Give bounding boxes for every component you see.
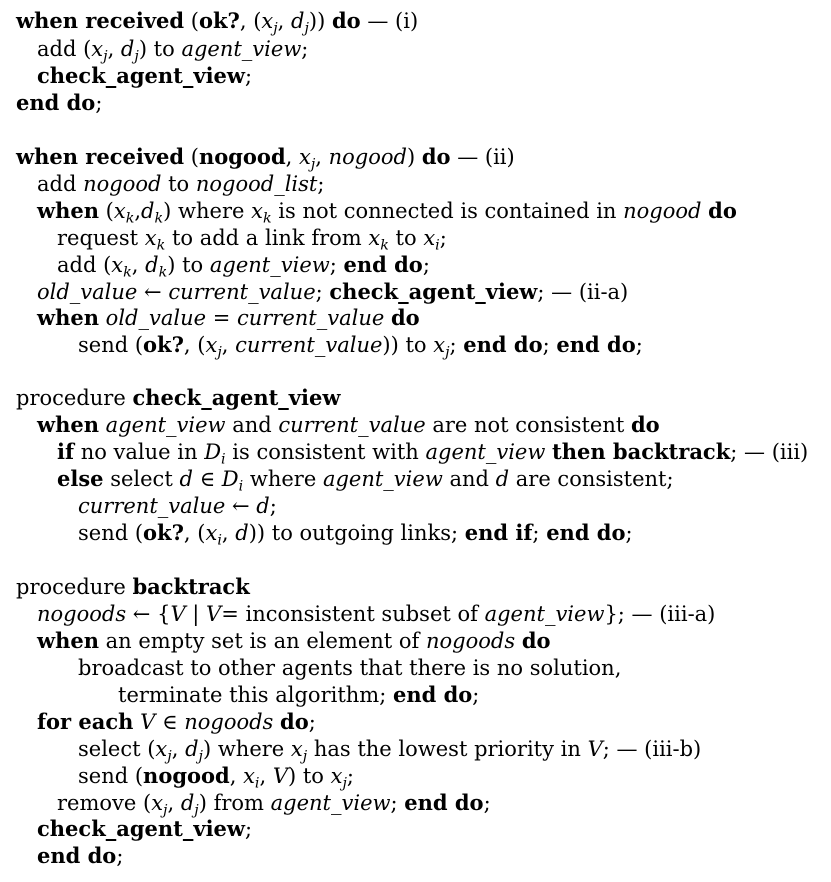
code-line <box>78 332 643 366</box>
code-text: )) <box>308 9 332 33</box>
code-text: ; <box>422 253 430 277</box>
code-text: are consistent; <box>509 467 674 491</box>
keyword: when received <box>16 8 185 33</box>
keyword: backtrack <box>132 574 250 599</box>
subscript: i <box>254 775 260 792</box>
code-line <box>78 520 633 554</box>
variable: x <box>144 226 157 250</box>
subscript: k <box>156 237 166 254</box>
subscript: i <box>217 532 222 549</box>
variable: old_value <box>105 306 207 330</box>
keyword: end do <box>404 790 484 815</box>
code-line <box>78 655 621 681</box>
variable: x <box>113 199 126 223</box>
code-line <box>78 493 277 519</box>
code-text: ) to <box>138 37 182 61</box>
keyword: do <box>631 412 660 437</box>
keyword: end do <box>343 252 423 277</box>
keyword: else <box>57 466 104 491</box>
variable: x <box>368 226 381 250</box>
code-text: , <box>134 199 142 223</box>
code-text: , <box>167 791 181 815</box>
keyword: when <box>37 412 99 437</box>
subscript: k <box>125 210 135 227</box>
variable: V <box>206 602 222 626</box>
subscript: j <box>342 775 347 792</box>
code-text: request <box>57 226 145 250</box>
variable: D <box>204 440 222 464</box>
code-text: and <box>225 413 279 437</box>
variable: nogoods <box>37 602 127 626</box>
variable: x <box>290 737 303 761</box>
keyword: end do <box>16 90 96 115</box>
code-text: is not connected is contained in <box>271 199 624 223</box>
variable: current_value <box>168 280 316 304</box>
subscript: k <box>380 237 389 254</box>
keyword: do <box>331 8 361 33</box>
subscript: j <box>103 48 108 65</box>
keyword: when <box>37 305 99 330</box>
keyword: ok? <box>198 8 240 33</box>
variable: agent_view <box>105 413 226 437</box>
code-text: = <box>206 306 237 330</box>
keyword: end do <box>556 332 636 357</box>
variable: d <box>120 37 135 61</box>
variable: x <box>151 791 164 815</box>
code-text: ; <box>532 521 547 545</box>
code-text: ; <box>301 37 309 61</box>
code-line <box>37 412 660 438</box>
subscript: j <box>217 344 222 361</box>
variable: d <box>291 9 305 33</box>
code-text: ; <box>439 226 447 250</box>
variable: nogood_list <box>195 172 318 196</box>
code-text: ; <box>245 64 253 88</box>
code-text: ; <box>116 844 124 868</box>
variable: nogood <box>623 199 702 223</box>
keyword: for each <box>37 709 134 734</box>
code-text: , <box>285 145 299 169</box>
code-text: broadcast to other agents that there is no solution, <box>78 656 622 680</box>
code-text: ← <box>137 280 169 304</box>
code-text: ; — (ii-a) <box>537 280 629 304</box>
code-text <box>99 306 106 330</box>
code-line <box>37 843 123 869</box>
variable: d <box>185 737 199 761</box>
code-text <box>515 629 522 653</box>
code-text <box>545 440 552 464</box>
code-line <box>37 601 715 627</box>
variable: x <box>91 37 104 61</box>
code-text: ) to <box>167 253 210 277</box>
keyword: do <box>280 709 309 734</box>
code-text: ; <box>472 683 480 707</box>
keyword: do <box>390 305 420 330</box>
code-text: , ( <box>239 9 262 33</box>
keyword: check_agent_view <box>132 385 341 410</box>
variable: agent_view <box>209 253 330 277</box>
code-text: ; <box>308 710 316 734</box>
variable: x <box>205 333 218 357</box>
subscript: j <box>194 802 199 819</box>
subscript: j <box>304 20 309 37</box>
variable: current_value <box>278 413 426 437</box>
code-text: to add a link from <box>165 226 369 250</box>
code-text: ; — (iii-b) <box>602 737 702 761</box>
code-text: = inconsistent subset of <box>221 602 485 626</box>
code-text: where <box>243 467 323 491</box>
code-text: ) from <box>198 791 271 815</box>
variable: d <box>141 199 155 223</box>
code-text: ; <box>346 764 354 788</box>
code-line <box>37 305 420 331</box>
keyword: then backtrack <box>552 439 731 464</box>
code-line <box>37 63 252 89</box>
code-text: , <box>221 333 236 357</box>
code-text: ; <box>317 172 325 196</box>
variable: agent_view <box>425 440 546 464</box>
code-line <box>16 385 340 411</box>
code-text: | <box>185 602 207 626</box>
code-text: , <box>107 37 121 61</box>
keyword: ok? <box>143 332 184 357</box>
subscript: k <box>123 264 132 281</box>
variable: agent_view <box>322 467 443 491</box>
code-text: select <box>103 467 180 491</box>
subscript: j <box>273 20 278 37</box>
code-text: ; <box>625 521 633 545</box>
code-text: is consistent with <box>225 440 426 464</box>
variable: current_value <box>236 306 385 330</box>
code-text: procedure <box>16 575 133 599</box>
code-text: ) where <box>163 199 252 223</box>
keyword: nogood <box>143 763 230 788</box>
variable: x <box>261 9 274 33</box>
variable: old_value <box>37 280 138 304</box>
code-text: has the lowest priority in <box>307 737 588 761</box>
code-text: ; <box>635 333 643 357</box>
code-text: no value in <box>74 440 205 464</box>
code-text: ; <box>245 817 253 841</box>
variable: D <box>221 467 239 491</box>
code-text: ; <box>269 494 277 518</box>
keyword: do <box>421 144 451 169</box>
code-text: procedure <box>16 386 133 410</box>
subscript: j <box>163 802 168 819</box>
code-line <box>37 709 316 735</box>
code-text <box>384 306 391 330</box>
code-text: ; <box>390 791 405 815</box>
variable: V <box>587 737 603 761</box>
variable: d <box>256 494 270 518</box>
keyword: do <box>521 628 551 653</box>
keyword: nogood <box>198 144 286 169</box>
subscript: i <box>238 478 244 495</box>
code-line <box>118 682 479 708</box>
code-text <box>99 413 106 437</box>
variable: nogoods <box>184 710 274 734</box>
variable: agent_view <box>181 37 302 61</box>
code-text: ; <box>315 280 330 304</box>
variable: x <box>251 199 263 223</box>
code-line <box>37 171 324 197</box>
code-text: ; — (iii) <box>730 440 809 464</box>
code-text: add ( <box>57 253 112 277</box>
code-text: send ( <box>78 333 144 357</box>
code-text: — (ii) <box>450 145 515 169</box>
code-text: ; <box>449 333 464 357</box>
subscript: j <box>198 748 203 765</box>
code-text: ( <box>98 199 114 223</box>
keyword: if <box>57 439 75 464</box>
variable: V <box>170 602 186 626</box>
variable: x <box>155 737 168 761</box>
code-text: are not consistent <box>425 413 631 437</box>
variable: nogood <box>328 145 407 169</box>
keyword: check_agent_view <box>37 63 245 88</box>
code-line <box>16 90 102 116</box>
code-text: ) where <box>202 737 291 761</box>
code-text: ← { <box>126 602 171 626</box>
keyword: end do <box>463 332 543 357</box>
variable: d <box>495 467 510 491</box>
variable: x <box>111 253 124 277</box>
subscript: j <box>167 748 172 765</box>
variable: x <box>423 226 436 250</box>
variable: agent_view <box>270 791 391 815</box>
keyword: check_agent_view <box>329 279 538 304</box>
keyword: when received <box>16 144 185 169</box>
variable: d <box>145 253 159 277</box>
code-text: add ( <box>37 37 92 61</box>
variable: d <box>180 791 195 815</box>
code-text: , <box>221 521 236 545</box>
variable: nogoods <box>426 629 516 653</box>
code-text: ; <box>329 253 344 277</box>
code-text: ; <box>483 791 491 815</box>
code-text: ∈ <box>192 467 222 491</box>
variable: x <box>298 145 311 169</box>
variable: nogood <box>83 172 162 196</box>
variable: x <box>205 521 218 545</box>
variable: d <box>179 467 193 491</box>
code-text: an empty set is an element of <box>98 629 426 653</box>
code-line <box>16 574 250 600</box>
code-line <box>37 628 551 654</box>
variable: x <box>433 333 446 357</box>
subscript: k <box>158 264 168 281</box>
code-text: and <box>442 467 496 491</box>
code-text: ∈ <box>155 710 185 734</box>
subscript: i <box>221 451 226 468</box>
code-text: ← <box>225 494 257 518</box>
variable: d <box>235 521 249 545</box>
code-text: )) to <box>382 333 434 357</box>
keyword: check_agent_view <box>37 816 245 841</box>
code-text: ; <box>95 91 103 115</box>
keyword: do <box>708 198 737 223</box>
code-text: , <box>229 764 244 788</box>
code-text: — (i) <box>360 9 419 33</box>
code-text: ) to <box>288 764 331 788</box>
code-text: send ( <box>78 764 144 788</box>
variable: x <box>330 764 343 788</box>
code-text: , <box>171 737 186 761</box>
code-text: , ( <box>183 333 206 357</box>
code-text: , ( <box>183 521 206 545</box>
code-line <box>37 279 628 305</box>
code-text: select ( <box>78 737 156 761</box>
variable: x <box>243 764 255 788</box>
code-text: ) <box>406 145 422 169</box>
variable: current_value <box>78 494 226 518</box>
code-text: send ( <box>78 521 144 545</box>
variable: agent_view <box>484 602 605 626</box>
code-text: terminate this algorithm; <box>118 683 393 707</box>
code-text: remove ( <box>57 791 152 815</box>
variable: V <box>140 710 156 734</box>
subscript: j <box>310 156 316 173</box>
code-text: ; <box>542 333 557 357</box>
keyword: end do <box>546 520 626 545</box>
subscript: j <box>134 48 139 65</box>
code-text: , <box>259 764 273 788</box>
subscript: i <box>435 237 440 254</box>
code-text: )) to outgoing links; <box>248 521 465 545</box>
keyword: end if <box>464 520 533 545</box>
variable: V <box>272 764 288 788</box>
subscript: j <box>445 344 450 361</box>
code-text: to <box>388 226 424 250</box>
keyword: when <box>37 628 99 653</box>
subscript: k <box>262 210 272 227</box>
code-text: , <box>315 145 329 169</box>
code-text: add <box>37 172 84 196</box>
code-text: ( <box>184 145 199 169</box>
keyword: ok? <box>143 520 184 545</box>
code-text: , <box>277 9 292 33</box>
code-text: , <box>131 253 146 277</box>
keyword: when <box>37 198 99 223</box>
keyword: end do <box>37 843 117 868</box>
code-text: ( <box>184 9 199 33</box>
code-text: }; — (iii-a) <box>604 602 716 626</box>
subscript: k <box>154 210 164 227</box>
variable: current_value <box>235 333 383 357</box>
keyword: end do <box>392 682 473 707</box>
subscript: j <box>302 748 308 765</box>
code-text: to <box>161 172 196 196</box>
code-line <box>37 816 252 842</box>
